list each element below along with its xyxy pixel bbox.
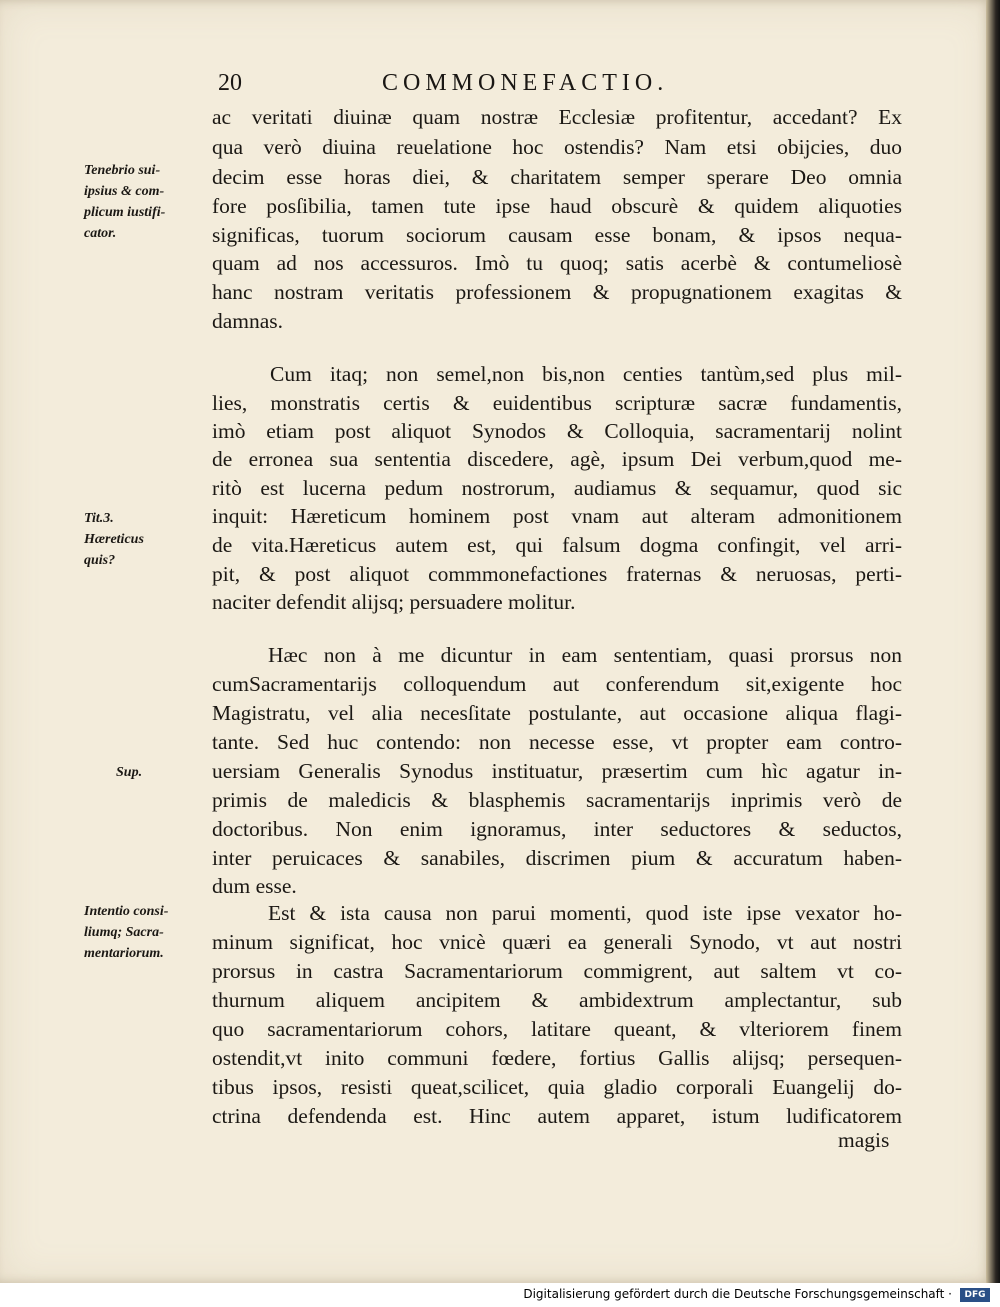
margin-note-line: ipsius & com-: [84, 184, 165, 199]
text-line: damnas.: [212, 309, 284, 333]
text-line: inquit: Hæreticum hominem post vnam aut alteram admonitionem: [212, 504, 902, 528]
margin-note: [84, 901, 206, 964]
text-line: qua verò diuina reuelatione hoc ostendis? Nam etsi obĳcies, duo: [212, 135, 902, 159]
margin-note: [84, 160, 206, 244]
text-line: quo sacramentariorum cohors, latitare queant, & vlteriorem finem: [212, 1017, 902, 1041]
text-line: fore posſibilia, tamen tute ipse haud obscurè & quidem aliquoties: [212, 194, 902, 218]
text-line: Magistratu, vel alia necesſitate postulante, aut occasione aliqua flagi-: [212, 701, 902, 725]
margin-note-line: Hæreticus: [84, 532, 144, 547]
text-line: dum esse.: [212, 874, 297, 898]
text-line: ostendit,vt inito communi fœdere, fortius Gallis alĳsq; persequen-: [212, 1046, 902, 1070]
margin-note-line: liumq; Sacra-: [84, 925, 164, 940]
text-line: quam ad nos accessuros. Imò tu quoq; satis acerbè & contumeliosè: [212, 251, 902, 275]
text-line: uersiam Generalis Synodus instituatur, præsertim cum hìc agatur in-: [212, 759, 902, 783]
funding-credit: Digitalisierung gefördert durch die Deutsche Forschungsgemeinschaft ·: [523, 1287, 952, 1301]
text-line: lies, monstratis certis & euidentibus scripturæ sacræ fundamentis,: [212, 391, 902, 415]
catchword: magis: [838, 1128, 890, 1152]
margin-note-line: plicum iustifi-: [84, 205, 166, 220]
text-line: imò etiam post aliquot Synodos & Colloquia, sacramentarĳ nolint: [212, 419, 902, 443]
margin-note-line: Tenebrio sui-: [84, 163, 161, 178]
text-line: ctrina defendenda est. Hinc autem apparet, istum ludificatorem: [212, 1104, 902, 1128]
running-head: [0, 70, 993, 106]
margin-note-line: mentariorum.: [84, 946, 164, 961]
text-line: tante. Sed huc contendo: non necesse esse, vt propter eam contro-: [212, 730, 902, 754]
page-number: 20: [218, 70, 242, 96]
margin-note-line: Intentio consi-: [84, 904, 169, 919]
text-line: inter peruicaces & sanabiles, discrimen pium & accuratum haben-: [212, 846, 902, 870]
margin-note-line: Tit.3.: [84, 511, 114, 526]
text-line: de erronea sua sententia discedere, agè, ipsum Dei verbum,quod me-: [212, 447, 902, 471]
text-line: pit, & post aliquot commmonefactiones fraternas & neruosas, perti-: [212, 562, 902, 586]
margin-note-line: quis?: [84, 553, 116, 568]
text-line: doctoribus. Non enim ignoramus, inter seductores & seductos,: [212, 817, 902, 841]
text-line: ac veritati diuinæ quam nostræ Ecclesiæ profitentur, accedant? Ex: [212, 105, 902, 129]
dfg-logo: DFG: [960, 1288, 990, 1302]
text-line: ritò est lucerna pedum nostrorum, audiamus & sequamur, quod sic: [212, 476, 902, 500]
text-line: Cum itaq; non semel,non bis,non centies tantùm,sed plus mil-: [270, 362, 902, 386]
text-line: primis de maledicis & blasphemis sacramentarĳs inprimis verò de: [212, 788, 902, 812]
text-line: hanc nostram veritatis professionem & propugnationem exagitas &: [212, 280, 902, 304]
text-line: thurnum aliquem ancipitem & ambidextrum amplectantur, sub: [212, 988, 902, 1012]
margin-note: [116, 762, 238, 783]
text-line: decim esse horas diei, & charitatem semper sperare Deo omnia: [212, 165, 902, 189]
margin-note-line: Sup.: [116, 765, 143, 780]
text-line: de vita.Hæreticus autem est, qui falsum dogma confingit, vel arri-: [212, 533, 902, 557]
running-title: COMMONEFACTIO.: [382, 70, 669, 96]
text-line: Hæc non à me dicuntur in eam sententiam, quasi prorsus non: [268, 643, 902, 667]
text-line: naciter defendit alĳsq; persuadere molitur.: [212, 590, 576, 614]
text-line: cumSacramentarĳs colloquendum aut conferendum sit,exigente hoc: [212, 672, 902, 696]
text-line: tibus ipsos, resisti queat,scilicet, quia gladio corporali Euangelĳ do-: [212, 1075, 902, 1099]
text-line: minum significat, hoc vnicè quæri ea generali Synodo, vt aut nostri: [212, 930, 902, 954]
text-line: prorsus in castra Sacramentariorum commigrent, aut saltem vt co-: [212, 959, 902, 983]
margin-note: [84, 508, 206, 571]
text-line: Est & ista causa non parui momenti, quod iste ipse vexator ho-: [268, 901, 902, 925]
margin-note-line: cator.: [84, 226, 117, 241]
footer-bar: [0, 1283, 1000, 1307]
text-line: significas, tuorum sociorum causam esse bonam, & ipsos nequa-: [212, 223, 902, 247]
book-edge: [986, 0, 1000, 1283]
